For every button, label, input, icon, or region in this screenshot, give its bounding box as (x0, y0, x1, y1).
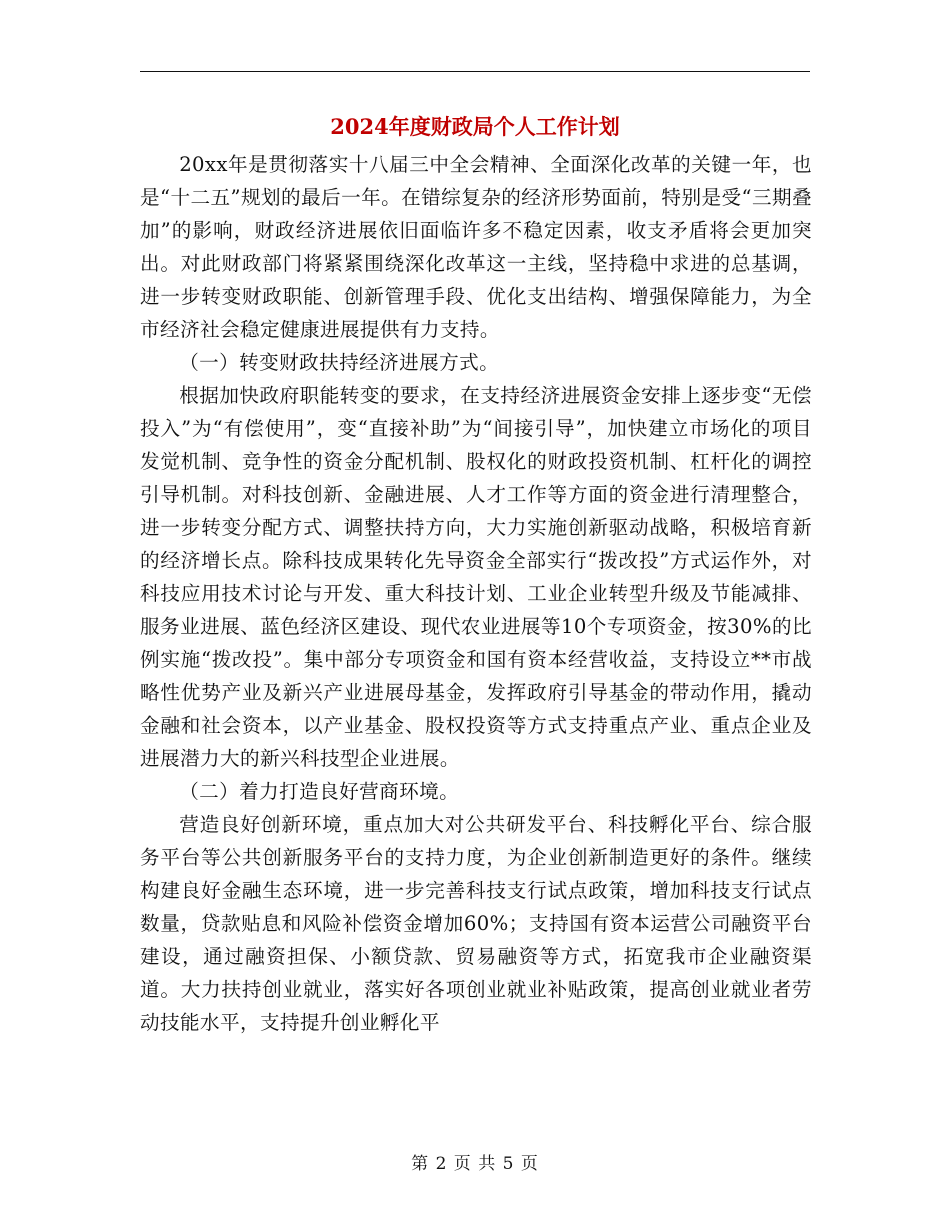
header-rule (140, 71, 810, 72)
document-title: 2024年度财政局个人工作计划 (330, 114, 620, 139)
section-heading-2: （二）着力打造良好营商环境。 (179, 780, 460, 803)
section-2-paragraph: 营造良好创新环境，重点加大对公共研发平台、科技孵化平台、综合服务平台等公共创新服务平台的支持力度，为企业创新制造更好的条件。继续构建良好金融生态环境，进一步完善科技支行试点政策，增加科技支行试点数量，贷款贴息和风险补偿资金增加60%；支持国有资本运营公司融资平台建设，通过融资担保、小额贷款、贸易融资等方式，拓宽我市企业融资渠道。大力扶持创业就业，落实好各项创业就业补贴政策，提高创业就业者劳动技能水平，支持提升创业孵化平 (140, 813, 812, 1034)
page-number-label: 第 2 页 共 5 页 (411, 1154, 539, 1174)
section-1-paragraph: 根据加快政府职能转变的要求，在支持经济进展资金安排上逐步变“无偿投入”为“有偿使用”，变“直接补助”为“间接引导”，加快建立市场化的项目发觉机制、竞争性的资金分配机制、股权化的财政投资机制、杠杆化的调控引导机制。对科技创新、金融进展、人才工作等方面的资金进行清理整合，进一步转变分配方式、调整扶持方向，大力实施创新驱动战略，积极培育新的经济增长点。除科技成果转化先导资金全部实行“拨改投”方式运作外，对科技应用技术讨论与开发、重大科技计划、工业企业转型升级及节能减排、服务业进展、蓝色经济区建设、现代农业进展等10个专项资金，按30%的比例实施“拨改投”。集中部分专项资金和国有资本经营收益，支持设立**市战略性优势产业及新兴产业进展母基金，发挥政府引导基金的带动作用，撬动金融和社会资本，以产业基金、股权投资等方式支持重点产业、重点企业及进展潜力大的新兴科技型企业进展。 (140, 384, 812, 770)
page-footer (140, 1152, 810, 1176)
document-body (140, 148, 812, 1039)
section-heading-1: （一）转变财政扶持经济进展方式。 (179, 351, 500, 374)
intro-paragraph: 20xx年是贯彻落实十八届三中全会精神、全面深化改革的关键一年，也是“十二五”规划的最后一年。在错综复杂的经济形势面前，特别是受“三期叠加”的影响，财政经济进展依旧面临许多不稳定因素，收支矛盾将会更加突出。对此财政部门将紧紧围绕深化改革这一主线，坚持稳中求进的总基调，进一步转变财政职能、创新管理手段、优化支出结构、增强保障能力，为全市经济社会稳定健康进展提供有力支持。 (140, 153, 812, 341)
